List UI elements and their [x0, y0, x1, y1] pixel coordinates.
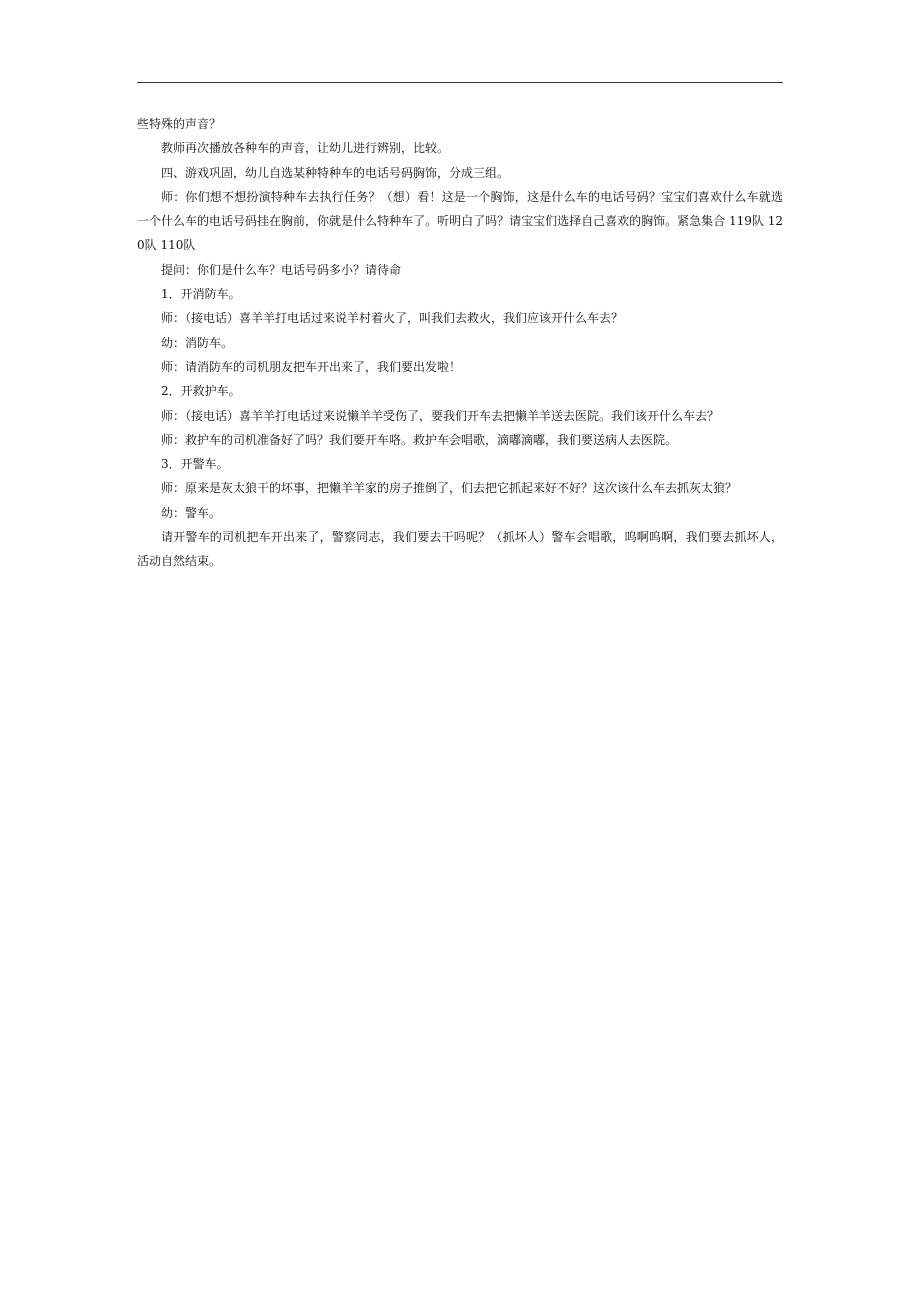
paragraph: 师：救护车的司机准备好了吗？我们要开车咯。救护车会唱歌，滴嘟滴嘟，我们要送病人去医院。 — [161, 432, 678, 447]
paragraph: 师：原来是灰太狼干的坏事，把懒羊羊家的房子推倒了，们去把它抓起来好不好？这次该什么车去抓灰太狼？ — [161, 481, 738, 496]
paragraph: 四、游戏巩固，幼儿自选某种特种车的电话号码胸饰，分成三组。 — [161, 165, 510, 180]
paragraph: 幼：消防车。 — [161, 335, 234, 350]
paragraph: 教师再次播放各种车的声音，让幼儿进行辨别，比较。 — [161, 141, 450, 156]
paragraph: 师：你们想不想扮演特种车去执行任务？（想）看！这是一个胸饰，这是什么车的电话号码？宝宝们喜欢什么车就选一个什么车的电话号码挂在胸前，你就是什么特种车了。听明白了吗？请宝宝们选择自己喜欢的胸饰。紧急集合 119队 120队 110队 — [137, 189, 783, 253]
paragraph: 师：请消防车的司机朋友把车开出来了，我们要出发啦！ — [161, 359, 462, 374]
paragraph: 1．开消防车。 — [161, 287, 241, 302]
paragraph: 2．开救护车。 — [161, 384, 241, 399]
document-body — [137, 112, 783, 574]
paragraph: 些特殊的声音？ — [137, 117, 222, 131]
paragraph: 提问：你们是什么车？电话号码多小？请待命 — [161, 262, 402, 277]
paragraph: 幼：警车。 — [161, 505, 222, 520]
paragraph: 师：（接电话）喜羊羊打电话过来说懒羊羊受伤了，要我们开车去把懒羊羊送去医院。我们该开什么车去？ — [161, 408, 720, 423]
header-rule — [137, 82, 783, 83]
paragraph: 师：（接电话）喜羊羊打电话过来说羊村着火了，叫我们去救火，我们应该开什么车去？ — [161, 311, 624, 326]
paragraph: 3．开警车。 — [161, 457, 229, 472]
paragraph: 请开警车的司机把车开出来了，警察同志，我们要去干吗呢？（抓坏人）警车会唱歌，呜啊呜啊，我们要去抓坏人，活动自然结束。 — [137, 530, 783, 569]
